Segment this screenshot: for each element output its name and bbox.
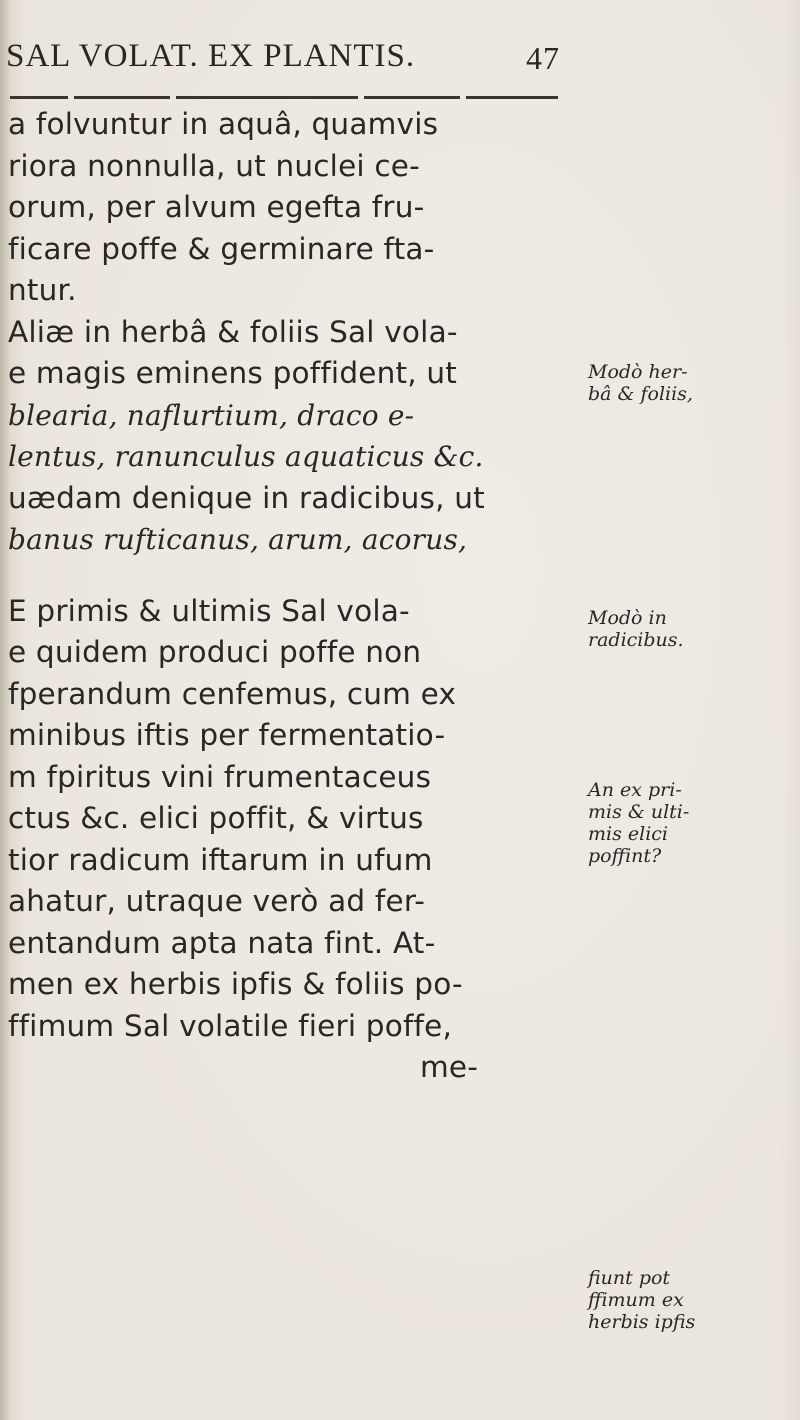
running-title: SAL VOLAT. EX PLANTIS. — [6, 38, 416, 74]
text-line: ntur. — [8, 273, 77, 307]
margin-note-line: bâ & foliis, — [588, 383, 693, 405]
page-header — [6, 38, 606, 78]
text-line: entandum apta nata fint. At- — [8, 925, 436, 960]
body-text — [8, 104, 608, 1089]
text-line: minibus iftis per fermentatio- — [8, 718, 446, 752]
text-line: ctus &c. elici poffit, & virtus — [8, 801, 424, 835]
text-line: tior radicum iftarum in ufum — [8, 842, 433, 877]
margin-note-line: fiunt pot — [588, 1267, 671, 1289]
margin-note-line: mis elici — [588, 823, 668, 845]
margin-note-line: herbis ipfis — [588, 1311, 696, 1333]
margin-note — [588, 362, 800, 406]
margin-note-line: mis & ulti- — [588, 801, 690, 823]
margin-note-line: radicibus. — [588, 629, 684, 651]
margin-note-line: poffint? — [588, 845, 662, 867]
margin-note-line: An ex pri- — [588, 779, 682, 801]
text-line: ahatur, utraque verò ad fer- — [8, 884, 426, 918]
margin-note-line: Modò in — [588, 607, 667, 629]
header-rule — [10, 96, 558, 99]
text-line: lentus, ranunculus aquaticus &c. — [8, 440, 484, 473]
text-line — [8, 561, 608, 591]
text-line: m fpiritus vini frumentaceus — [8, 759, 432, 794]
text-line: blearia, naflurtium, draco e- — [8, 398, 415, 432]
text-line: ficare poffe & germinare fta- — [8, 231, 435, 266]
text-line: e magis eminens poffident, ut — [8, 356, 458, 390]
text-line: Aliæ in herbâ & foliis Sal vola- — [8, 314, 458, 349]
text-line: e quidem produci poffe non — [8, 635, 422, 669]
text-line: E primis & ultimis Sal vola- — [8, 593, 410, 628]
text-line: orum, per alvum egefta fru- — [8, 190, 425, 224]
text-line: ffimum Sal volatile fieri poffe, — [8, 1008, 453, 1043]
text-line: fperandum cenfemus, cum ex — [8, 676, 457, 711]
text-line: uædam denique in radicibus, ut — [8, 480, 485, 515]
page-number: 47 — [526, 40, 560, 76]
margin-note — [588, 780, 800, 868]
text-line: men ex herbis ipfis & foliis po- — [8, 967, 463, 1001]
margin-note-line: ffimum ex — [588, 1289, 684, 1311]
margin-note-line: Modò her- — [588, 361, 688, 383]
text-line: banus rufticanus, arum, acorus, — [8, 523, 468, 556]
text-line: riora nonnulla, ut nuclei ce- — [8, 148, 421, 183]
margin-note — [588, 1268, 800, 1334]
text-line: a folvuntur in aquâ, quamvis — [8, 107, 439, 141]
margin-note — [588, 608, 800, 652]
text-line: me- — [420, 1050, 479, 1084]
